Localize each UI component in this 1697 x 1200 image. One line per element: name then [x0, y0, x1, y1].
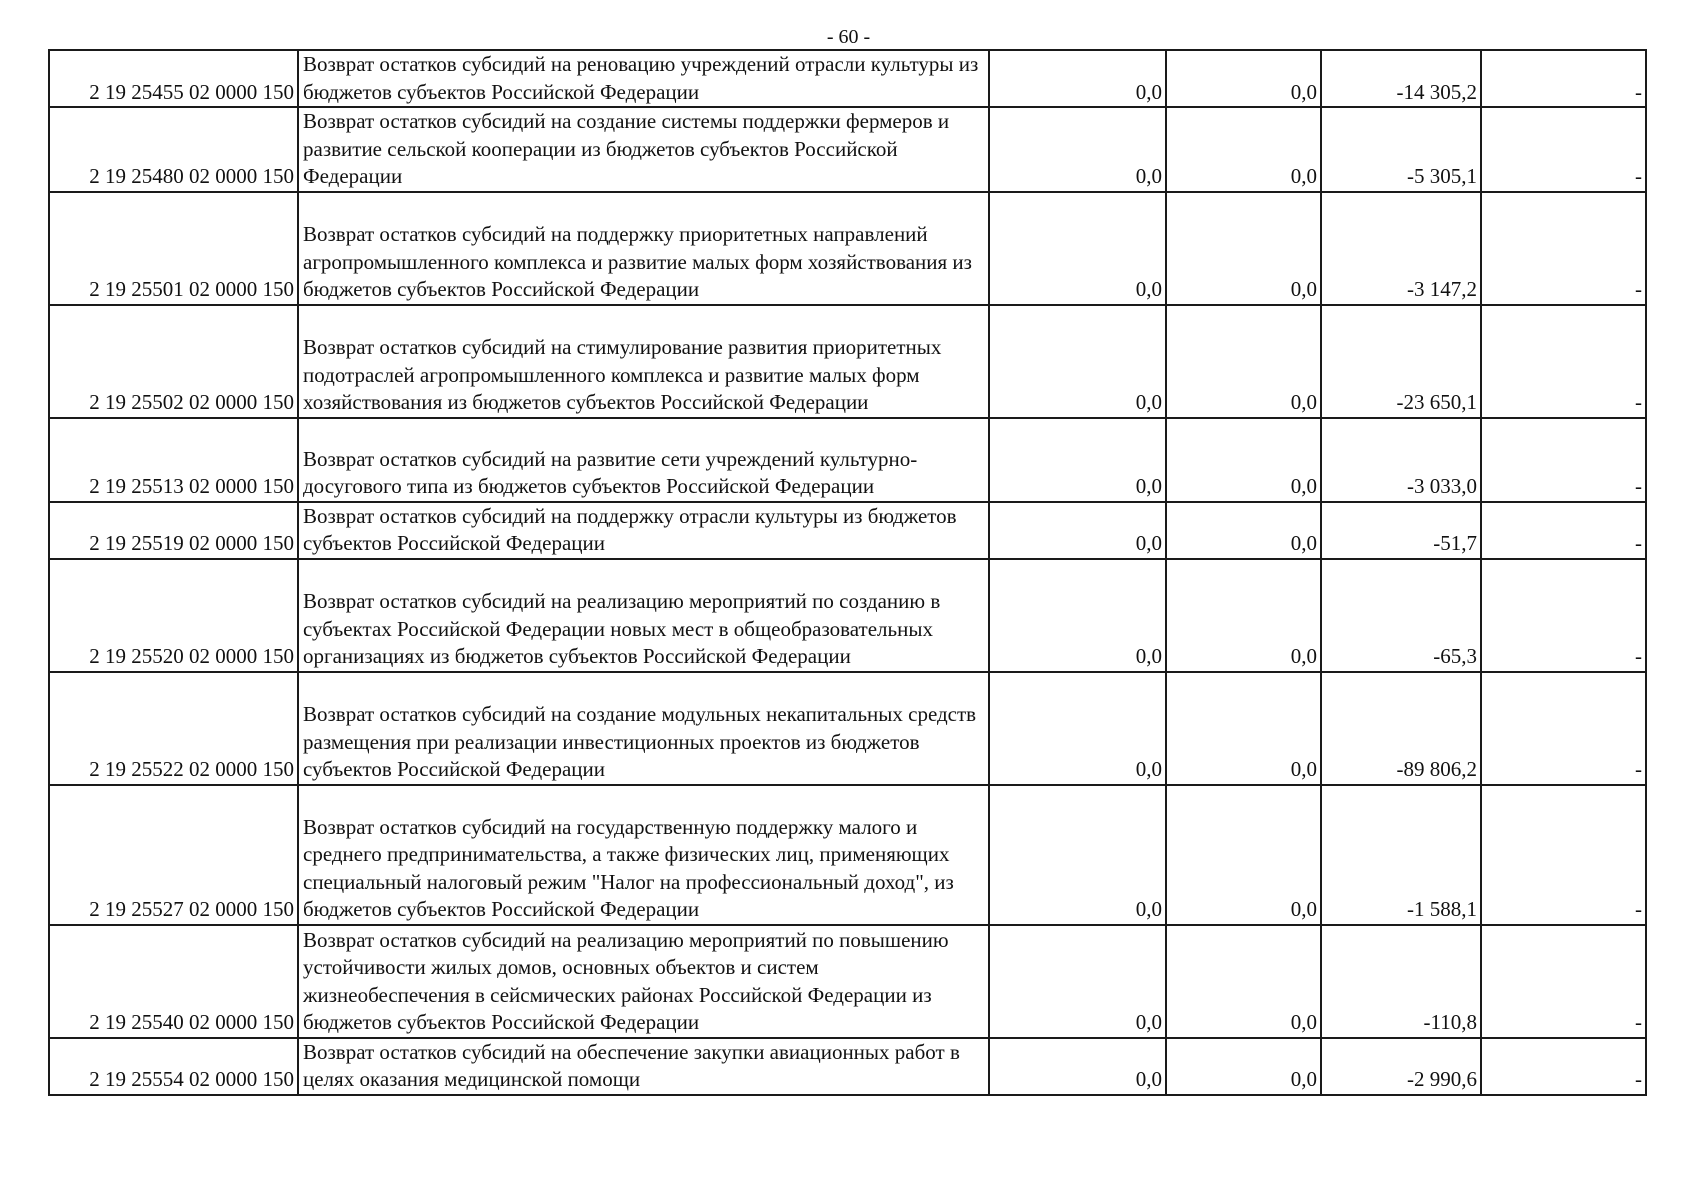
- value-cell-3: -110,8: [1321, 925, 1481, 1038]
- value-cell-2: 0,0: [1166, 50, 1321, 107]
- value-cell-2: 0,0: [1166, 925, 1321, 1038]
- value-cell-3: -65,3: [1321, 559, 1481, 672]
- table-row: [49, 502, 1646, 559]
- description-cell: Возврат остатков субсидий на обеспечение закупки авиационных работ в целях оказания медицинской помощи: [298, 1038, 989, 1095]
- value-cell-2: 0,0: [1166, 418, 1321, 502]
- value-cell-2: 0,0: [1166, 1038, 1321, 1095]
- description-cell: Возврат остатков субсидий на поддержку приоритетных направлений агропромышленного комплекса и развитие малых форм хозяйствования из бюджетов субъектов Российской Федерации: [298, 192, 989, 305]
- description-cell: Возврат остатков субсидий на поддержку отрасли культуры из бюджетов субъектов Российской Федерации: [298, 502, 989, 559]
- value-cell-3: -5 305,1: [1321, 107, 1481, 192]
- value-cell-2: 0,0: [1166, 502, 1321, 559]
- value-cell-1: 0,0: [989, 418, 1166, 502]
- table-row: [49, 559, 1646, 672]
- value-cell-3: -1 588,1: [1321, 785, 1481, 925]
- value-cell-1: 0,0: [989, 785, 1166, 925]
- value-cell-3: -23 650,1: [1321, 305, 1481, 418]
- budget-code-cell: 2 19 25520 02 0000 150: [49, 559, 298, 672]
- budget-code-cell: 2 19 25502 02 0000 150: [49, 305, 298, 418]
- value-cell-1: 0,0: [989, 107, 1166, 192]
- budget-code-cell: 2 19 25554 02 0000 150: [49, 1038, 298, 1095]
- value-cell-2: 0,0: [1166, 785, 1321, 925]
- value-cell-1: 0,0: [989, 1038, 1166, 1095]
- budget-table: [48, 49, 1647, 1096]
- value-cell-2: 0,0: [1166, 672, 1321, 785]
- value-cell-2: 0,0: [1166, 192, 1321, 305]
- budget-code-cell: 2 19 25455 02 0000 150: [49, 50, 298, 107]
- description-cell: Возврат остатков субсидий на реализацию мероприятий по созданию в субъектах Российской Федерации новых мест в общеобразовательных организациях из бюджетов субъектов Российской Федерации: [298, 559, 989, 672]
- budget-code-cell: 2 19 25519 02 0000 150: [49, 502, 298, 559]
- value-cell-4: -: [1481, 925, 1646, 1038]
- value-cell-3: -89 806,2: [1321, 672, 1481, 785]
- description-cell: Возврат остатков субсидий на создание модульных некапитальных средств размещения при реализации инвестиционных проектов из бюджетов субъектов Российской Федерации: [298, 672, 989, 785]
- description-cell: Возврат остатков субсидий на государственную поддержку малого и среднего предпринимательства, а также физических лиц, применяющих специальный налоговый режим "Налог на профессиональный доход", из бюджетов субъектов Российской Федерации: [298, 785, 989, 925]
- description-cell: Возврат остатков субсидий на стимулирование развития приоритетных подотраслей агропромышленного комплекса и развитие малых форм хозяйствования из бюджетов субъектов Российской Федерации: [298, 305, 989, 418]
- table-row: [49, 305, 1646, 418]
- description-cell: Возврат остатков субсидий на развитие сети учреждений культурно-досугового типа из бюджетов субъектов Российской Федерации: [298, 418, 989, 502]
- description-cell: Возврат остатков субсидий на реновацию учреждений отрасли культуры из бюджетов субъектов Российской Федерации: [298, 50, 989, 107]
- value-cell-3: -3 147,2: [1321, 192, 1481, 305]
- budget-code-cell: 2 19 25522 02 0000 150: [49, 672, 298, 785]
- table-row: [49, 50, 1646, 107]
- table-row: [49, 672, 1646, 785]
- budget-code-cell: 2 19 25501 02 0000 150: [49, 192, 298, 305]
- description-cell: Возврат остатков субсидий на реализацию мероприятий по повышению устойчивости жилых домов, основных объектов и систем жизнеобеспечения в сейсмических районах Российской Федерации из бюджетов субъектов Российской Федерации: [298, 925, 989, 1038]
- value-cell-3: -3 033,0: [1321, 418, 1481, 502]
- value-cell-1: 0,0: [989, 925, 1166, 1038]
- table-row: [49, 785, 1646, 925]
- value-cell-1: 0,0: [989, 559, 1166, 672]
- value-cell-4: -: [1481, 192, 1646, 305]
- value-cell-3: -2 990,6: [1321, 1038, 1481, 1095]
- description-cell: Возврат остатков субсидий на создание системы поддержки фермеров и развитие сельской кооперации из бюджетов субъектов Российской Федерации: [298, 107, 989, 192]
- value-cell-4: -: [1481, 418, 1646, 502]
- value-cell-4: -: [1481, 107, 1646, 192]
- value-cell-4: -: [1481, 305, 1646, 418]
- value-cell-4: -: [1481, 785, 1646, 925]
- value-cell-1: 0,0: [989, 672, 1166, 785]
- value-cell-3: -51,7: [1321, 502, 1481, 559]
- value-cell-1: 0,0: [989, 502, 1166, 559]
- budget-code-cell: 2 19 25480 02 0000 150: [49, 107, 298, 192]
- value-cell-4: -: [1481, 1038, 1646, 1095]
- value-cell-2: 0,0: [1166, 107, 1321, 192]
- value-cell-1: 0,0: [989, 50, 1166, 107]
- budget-code-cell: 2 19 25540 02 0000 150: [49, 925, 298, 1038]
- value-cell-4: -: [1481, 559, 1646, 672]
- table-row: [49, 192, 1646, 305]
- value-cell-4: -: [1481, 50, 1646, 107]
- value-cell-2: 0,0: [1166, 305, 1321, 418]
- value-cell-3: -14 305,2: [1321, 50, 1481, 107]
- value-cell-4: -: [1481, 502, 1646, 559]
- value-cell-1: 0,0: [989, 305, 1166, 418]
- page-number: - 60 -: [826, 26, 871, 48]
- value-cell-1: 0,0: [989, 192, 1166, 305]
- budget-code-cell: 2 19 25513 02 0000 150: [49, 418, 298, 502]
- table-row: [49, 1038, 1646, 1095]
- value-cell-2: 0,0: [1166, 559, 1321, 672]
- table-row: [49, 107, 1646, 192]
- value-cell-4: -: [1481, 672, 1646, 785]
- table-row: [49, 418, 1646, 502]
- table-row: [49, 925, 1646, 1038]
- budget-code-cell: 2 19 25527 02 0000 150: [49, 785, 298, 925]
